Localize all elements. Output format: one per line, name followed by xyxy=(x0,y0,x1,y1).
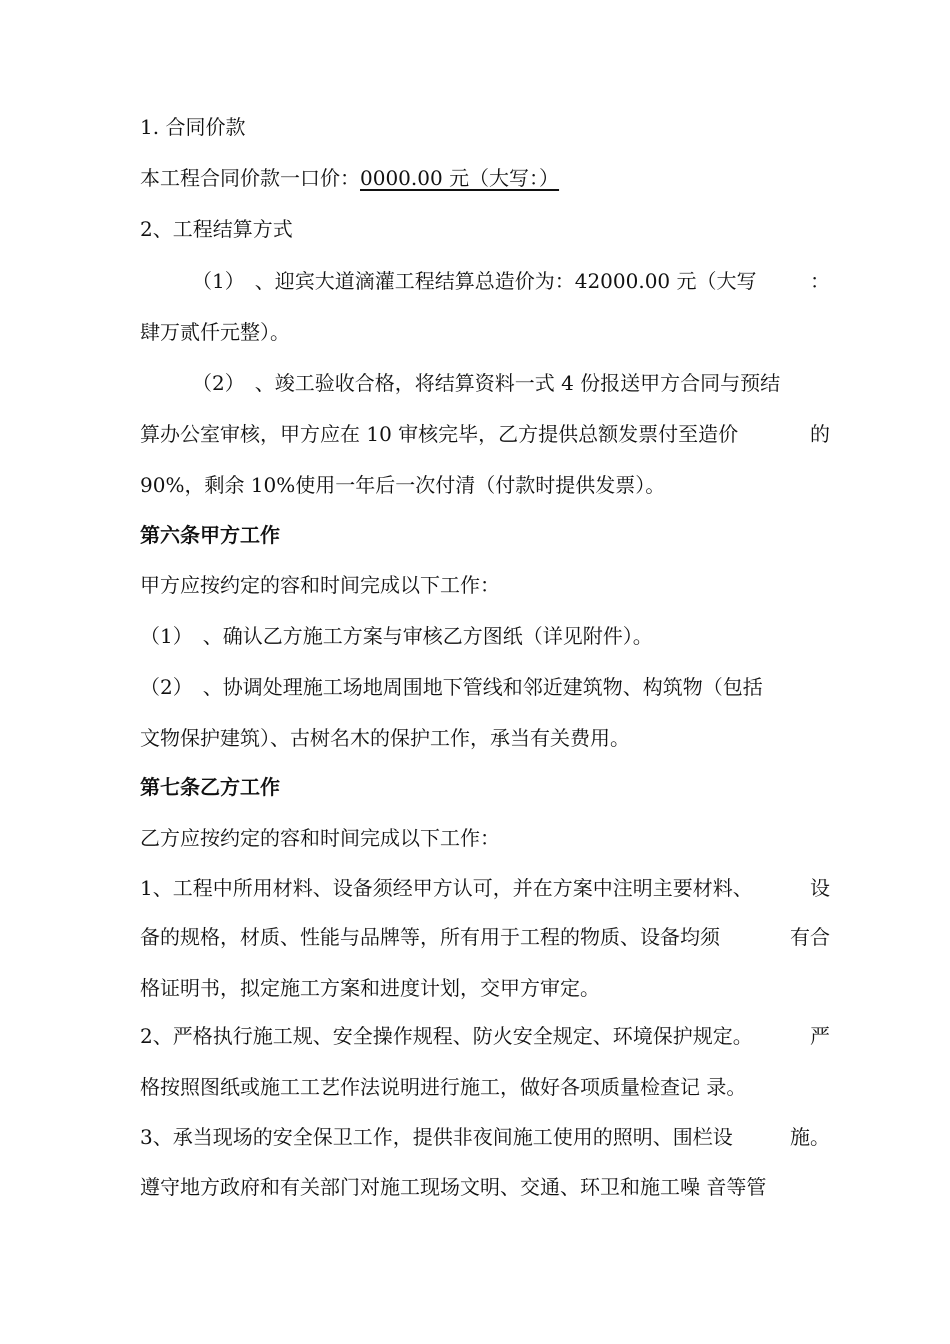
article7-item2-text: 2、严格执行施工规、安全操作规程、防火安全规定、环境保护规定。 xyxy=(140,1024,753,1048)
section-settlement-title: 2、工程结算方式 xyxy=(140,217,293,241)
section-price-title: 1. 合同价款 xyxy=(140,115,246,139)
article6-heading: 第六条甲方工作 xyxy=(140,523,280,547)
article7-heading: 第七条乙方工作 xyxy=(140,775,280,799)
article6-intro: 甲方应按约定的容和时间完成以下工作： xyxy=(140,573,500,597)
settlement-item1-tail: ： xyxy=(810,269,830,293)
article7-item2-line2: 格按照图纸或施工工艺作法说明进行施工，做好各项质量检查记 录。 xyxy=(140,1075,747,1099)
article6-item2-line2: 文物保护建筑）、古树名木的保护工作，承当有关费用。 xyxy=(140,726,630,750)
article7-item1-line1 xyxy=(140,874,830,902)
article7-item1-line2 xyxy=(140,923,830,951)
settlement-item1-line2: 肆万贰仟元整）。 xyxy=(140,320,290,344)
article7-item1-line2-tail: 有合 xyxy=(790,925,830,949)
article7-item3-text: 3、承当现场的安全保卫工作，提供非夜间施工使用的照明、围栏设 xyxy=(140,1125,733,1149)
article7-item2-line1 xyxy=(140,1022,830,1050)
contract-price-label: 本工程合同价款一口价： xyxy=(140,166,360,190)
settlement-item1-line1 xyxy=(192,267,830,295)
contract-price-line xyxy=(140,164,830,192)
article7-item3-tail: 施。 xyxy=(790,1125,830,1149)
settlement-item2-tail: 的 xyxy=(810,422,830,446)
article7-item3-line1 xyxy=(140,1123,830,1151)
settlement-item2-line2 xyxy=(140,420,830,448)
article7-item2-tail: 严 xyxy=(810,1024,830,1048)
article7-item3-line2: 遵守地方政府和有关部门对施工现场文明、交通、环卫和施工噪 音等管 xyxy=(140,1175,767,1199)
settlement-item1-text: （1） 、迎宾大道滴灌工程结算总造价为：42000.00 元（大写 xyxy=(192,269,757,293)
article7-item1-line3: 格证明书，拟定施工方案和进度计划，交甲方审定。 xyxy=(140,976,600,1000)
settlement-item2-line1: （2） 、竣工验收合格，将结算资料一式 4 份报送甲方合同与预结 xyxy=(192,371,781,395)
article6-item1: （1） 、确认乙方施工方案与审核乙方图纸（详见附件）。 xyxy=(140,624,653,648)
article7-item1-tail: 设 xyxy=(810,876,830,900)
settlement-item2-text: 算办公室审核，甲方应在 10 审核完毕，乙方提供总额发票付至造价 xyxy=(140,422,739,446)
article7-item1-line2-text: 备的规格，材质、性能与品牌等，所有用于工程的物质、设备均须 xyxy=(140,925,720,949)
article7-intro: 乙方应按约定的容和时间完成以下工作： xyxy=(140,826,500,850)
contract-price-value: 0000.00 元（大写：） xyxy=(360,166,560,190)
article6-item2-line1: （2） 、协调处理施工场地周围地下管线和邻近建筑物、构筑物（包括 xyxy=(140,675,763,699)
article7-item1-text: 1、工程中所用材料、设备须经甲方认可，并在方案中注明主要材料、 xyxy=(140,876,753,900)
settlement-item2-line3: 90%，剩余 10%使用一年后一次付清（付款时提供发票）。 xyxy=(140,473,666,497)
